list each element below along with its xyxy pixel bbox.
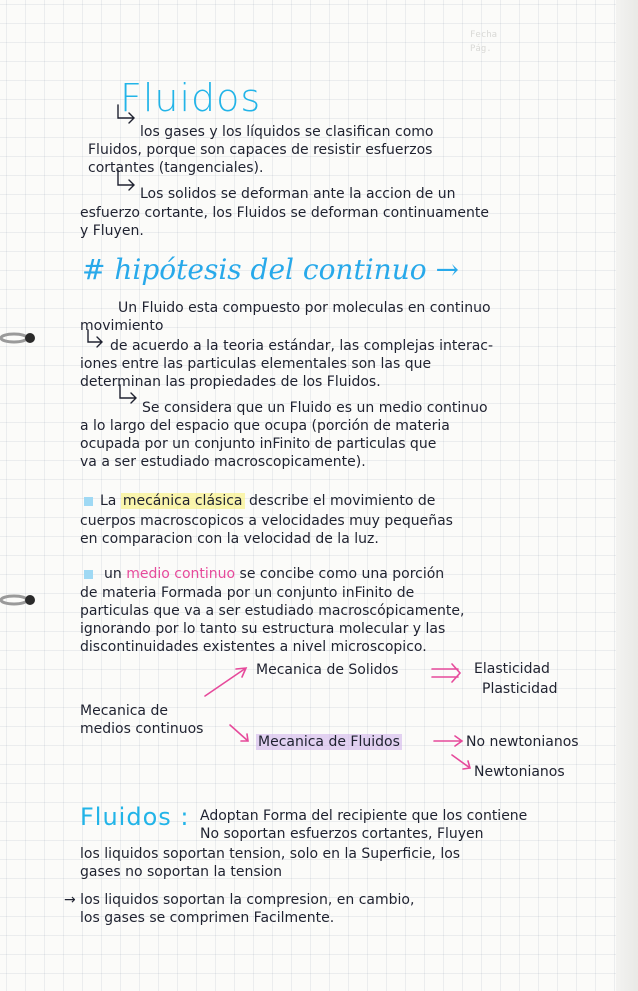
page-title: Fluidos bbox=[120, 76, 262, 120]
medium-post: se concibe como una porción bbox=[239, 566, 445, 582]
medium-pink: medio continuo bbox=[126, 566, 236, 582]
fluids-summary-line: Adoptan Forma del recipiente que los contiene bbox=[200, 808, 528, 824]
corner-print-fecha: Fecha bbox=[470, 30, 498, 40]
hypothesis-line: ocupada por un conjunto inFinito de particulas que bbox=[80, 436, 437, 452]
hypothesis-heading: # hipótesis del continuo → bbox=[82, 253, 459, 286]
final-line: los gases se comprimen Facilmente. bbox=[80, 910, 335, 926]
mechanics-line: en comparacion con la velocidad de la luz. bbox=[80, 531, 379, 547]
hypothesis-line: movimiento bbox=[80, 318, 164, 334]
intro-line: cortantes (tangenciales). bbox=[88, 160, 264, 176]
corner-print-pag: Pág. bbox=[470, 44, 492, 54]
mechanics-post: describe el movimiento de bbox=[248, 493, 436, 509]
hypothesis-line: Un Fluido esta compuesto por moleculas en continuo bbox=[118, 300, 491, 316]
diagram-leaf: No newtonianos bbox=[466, 734, 579, 750]
diagram-leaf: Plasticidad bbox=[482, 681, 558, 697]
fluids-summary-label: Fluidos : bbox=[80, 803, 190, 831]
hypothesis-line: determinan las propiedades de los Fluidos. bbox=[80, 374, 381, 390]
diagram-leaf: Newtonianos bbox=[474, 764, 565, 780]
intro-line: esfuerzo cortante, los Fluidos se deforman continuamente bbox=[80, 205, 489, 221]
bullet-square-icon bbox=[84, 497, 93, 506]
diagram-root: Mecanica de bbox=[80, 703, 168, 719]
hypothesis-line: va a ser estudiado macroscopicamente). bbox=[80, 454, 366, 470]
mechanics-highlight: mecánica clásica bbox=[122, 493, 243, 509]
medium-line-1 bbox=[104, 566, 444, 582]
fluids-summary-line: gases no soportan la tension bbox=[80, 864, 282, 880]
mechanics-pre: La bbox=[100, 493, 117, 509]
diagram-branch-fluids bbox=[256, 734, 402, 750]
fluids-summary-line: los liquidos soportan tension, solo en la Superficie, los bbox=[80, 846, 461, 862]
medium-pre: un bbox=[104, 566, 122, 582]
hypothesis-line: Se considera que un Fluido es un medio continuo bbox=[142, 400, 488, 416]
intro-line: Los solidos se deforman ante la accion de un bbox=[140, 186, 456, 202]
medium-line: discontinuidades existentes a nivel microscopico. bbox=[80, 639, 427, 655]
medium-line: ignorando por lo tanto su estructura molecular y las bbox=[80, 621, 446, 637]
diagram-leaf: Elasticidad bbox=[474, 661, 550, 677]
diagram-branch-fluids-label: Mecanica de Fluidos bbox=[258, 734, 400, 750]
intro-line: y Fluyen. bbox=[80, 223, 144, 239]
diagram-root: medios continuos bbox=[80, 721, 204, 737]
intro-line: los gases y los líquidos se clasifican como bbox=[140, 124, 434, 140]
bullet-square-icon bbox=[84, 570, 93, 579]
hypothesis-line: a lo largo del espacio que ocupa (porción de materia bbox=[80, 418, 450, 434]
diagram-branch-solids: Mecanica de Solidos bbox=[256, 662, 399, 678]
mechanics-line-1 bbox=[100, 493, 435, 509]
medium-line: particulas que va a ser estudiado macroscópicamente, bbox=[80, 603, 465, 619]
mechanics-line: cuerpos macroscopicos a velocidades muy pequeñas bbox=[80, 513, 453, 529]
final-line: → los liquidos soportan la compresion, en cambio, bbox=[64, 892, 415, 908]
medium-line: de materia Formada por un conjunto inFinito de bbox=[80, 585, 415, 601]
fluids-summary-line: No soportan esfuerzos cortantes, Fluyen bbox=[200, 826, 484, 842]
hypothesis-line: iones entre las particulas elementales son las que bbox=[80, 356, 432, 372]
intro-line: Fluidos, porque son capaces de resistir esfuerzos bbox=[88, 142, 433, 158]
hypothesis-line: de acuerdo a la teoria estándar, las complejas interac- bbox=[110, 338, 494, 354]
